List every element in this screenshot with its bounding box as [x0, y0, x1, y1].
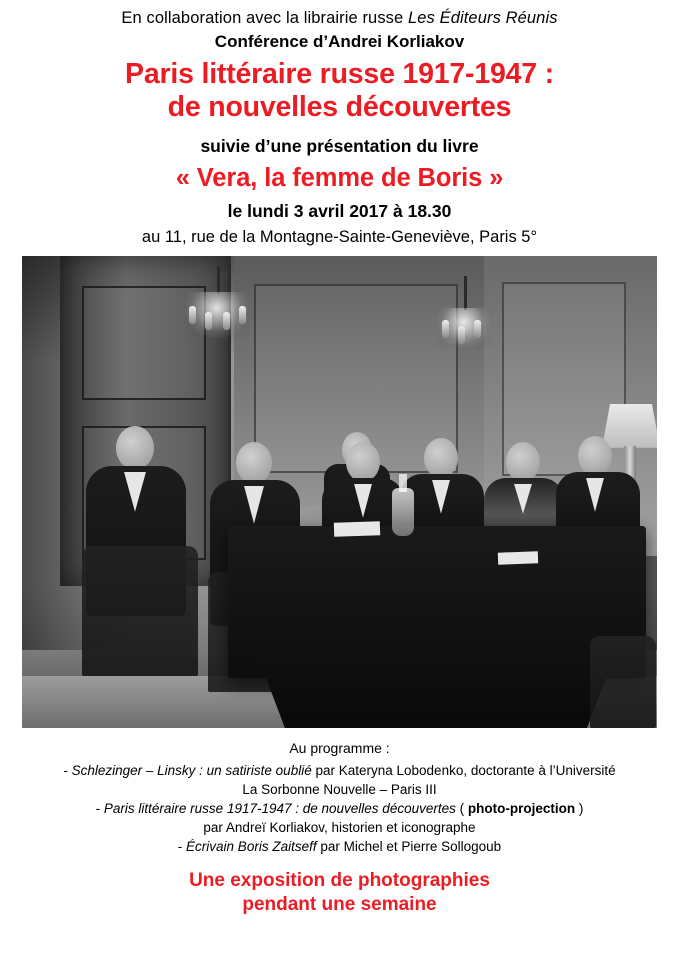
programme-item-1-line2: La Sorbonne Nouvelle – Paris III: [242, 781, 437, 797]
item2-bold: photo-projection: [467, 800, 576, 816]
person: [82, 426, 192, 726]
event-photo: [22, 256, 657, 728]
photo-background: [22, 256, 657, 728]
programme-item-2: [0, 799, 679, 818]
page-title-line1: Paris littéraire russe 1917-1947 :: [125, 58, 554, 90]
presentation-line: suivie d’une présentation du livre: [200, 135, 479, 156]
item3-prefix: -: [177, 839, 187, 855]
item3-rest: par Michel et Pierre Sollogoub: [316, 839, 502, 855]
item2-title: Paris littéraire russe 1917-1947 : de nouvelles découvertes: [103, 800, 456, 816]
paper-sheet: [498, 551, 538, 564]
carafe-icon: [392, 488, 414, 536]
event-date: le lundi 3 avril 2017 à 18.30: [227, 200, 452, 221]
exhibition-line2: pendant une semaine: [242, 893, 437, 915]
exhibition-line1: Une exposition de photographies: [189, 870, 490, 892]
item3-title: Écrivain Boris Zaitseff: [186, 839, 317, 855]
programme-item-3: [0, 837, 679, 856]
exhibition-note: [189, 869, 490, 916]
collaboration-prefix: En collaboration avec la librairie russe: [121, 9, 408, 27]
item1-title: Schlezinger – Linsky : un satiriste oublié: [71, 762, 312, 778]
programme-item-1: [0, 761, 679, 780]
book-title: « Vera, la femme de Boris »: [175, 163, 504, 192]
bookstore-name: Les Éditeurs Réunis: [408, 9, 558, 27]
programme-section: [0, 728, 679, 857]
item2-mid: (: [455, 800, 468, 816]
armchair: [590, 636, 656, 728]
event-address: au 11, rue de la Montagne-Sainte-Geneviève, Paris 5°: [141, 227, 538, 246]
item2-end: ): [575, 800, 584, 816]
item1-prefix: -: [63, 762, 72, 778]
item2-prefix: -: [95, 800, 104, 816]
item1-rest: par Kateryna Lobodenko, doctorante à l’Université: [311, 762, 616, 778]
programme-item-2-line2: par Andreï Korliakov, historien et iconographe: [203, 820, 476, 836]
page-title: [0, 58, 679, 125]
programme-heading: Au programme :: [289, 739, 390, 756]
page-title-line2: de nouvelles découvertes: [167, 91, 512, 124]
table-cloth: [250, 636, 622, 728]
poster-header: [0, 0, 679, 256]
paper-sheet: [334, 521, 380, 537]
collaboration-line: [0, 9, 679, 28]
conference-line: Conférence d’Andrei Korliakov: [214, 32, 465, 51]
